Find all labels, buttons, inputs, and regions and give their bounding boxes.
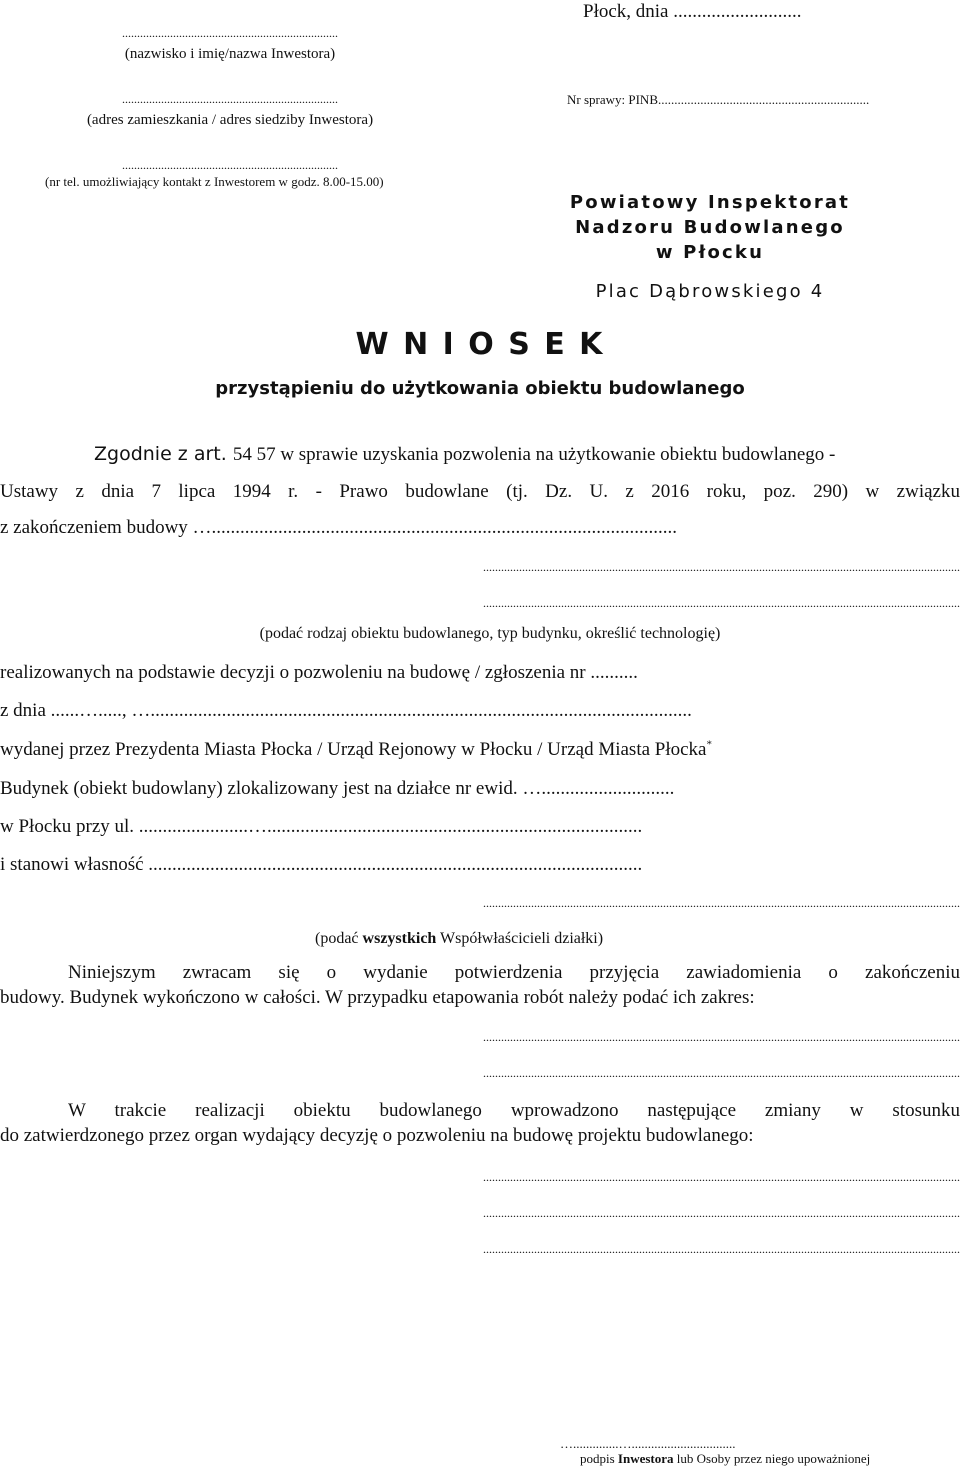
signature-label-start: podpis (580, 1451, 618, 1466)
ownership-line: i stanowi własność ........................................................................................................ (0, 854, 643, 875)
para1-line1-end: 54 57 w sprawie uzyskania pozwolenia na użytkowanie obiektu budowlanego - (232, 444, 836, 465)
document-title: W N I O S E K (355, 327, 605, 362)
place-date: Płock, dnia ........................... (583, 1, 802, 22)
changes-dots-line3: ............................................................................................................................................................... (483, 1242, 960, 1256)
changes-line1: W trakcie realizacji obiektu budowlanego wprowadzono następujące zmiany w stosunku (68, 1100, 960, 1121)
owners-dots: ............................................................................................................................................................... (483, 896, 960, 910)
changes-dots-line1: ............................................................................................................................................................... (483, 1170, 960, 1184)
signature-dots: …..............…................................ (560, 1436, 736, 1451)
para1-line2: Ustawy z dnia 7 lipca 1994 r. - Prawo budowlane (tj. Dz. U. z 2016 roku, poz. 290) w związku (0, 481, 960, 502)
object-dots-line1: ............................................................................................................................................................... (483, 560, 960, 574)
changes-dots-line2: ............................................................................................................................................................... (483, 1206, 960, 1220)
object-hint: (podać rodzaj obiektu budowlanego, typ budynku, określić technologię) (259, 625, 721, 642)
parcel-line: Budynek (obiekt budowlany) zlokalizowany jest na działce nr ewid. …............................ (0, 778, 675, 799)
recipient-address: Plac Dąbrowskiego 4 (595, 281, 825, 302)
decision-line: realizowanych na podstawie decyzji o pozwoleniu na budowę / zgłoszenia nr .......... (0, 662, 638, 683)
decision-date: z dnia ......…....., ….................................................................................................................. (0, 700, 692, 721)
investor-phone-dots: ........................................................................ (122, 158, 338, 172)
changes-line2: do zatwierdzonego przez organ wydający decyzję o pozwoleniu na budowę projektu budowlanego: (0, 1125, 754, 1146)
signature-label (580, 1451, 870, 1467)
investor-name-label: (nazwisko i imię/nazwa Inwestora) (124, 46, 336, 62)
recipient-line3: w Płocku (655, 242, 765, 263)
investor-name-dots: ........................................................................ (122, 26, 338, 40)
street-line: w Płocku przy ul. .......................…............................................................................... (0, 816, 643, 837)
investor-phone-label: (nr tel. umożliwiający kontakt z Inwestorem w godz. 8.00-15.00) (45, 174, 384, 189)
stages-dots-line2: ............................................................................................................................................................... (483, 1066, 960, 1080)
issued-by-mark: * (706, 738, 712, 751)
investor-address-label: (adres zamieszkania / adres siedziby Inwestora) (86, 112, 374, 128)
owners-hint-bold: wszystkich (362, 930, 437, 947)
object-dots-line2: ............................................................................................................................................................... (483, 596, 960, 610)
stages-dots-line1: ............................................................................................................................................................... (483, 1030, 960, 1044)
recipient-line2: Nadzoru Budowlanego (575, 217, 845, 238)
issued-by: wydanej przez Prezydenta Miasta Płocka / Urząd Rejonowy w Płocku / Urząd Miasta Płocka (0, 739, 707, 760)
para1-line1 (94, 443, 960, 466)
investor-address-dots: ........................................................................ (122, 92, 338, 106)
request-line2: budowy. Budynek wykończono w całości. W przypadku etapowania robót należy podać ich zakres: (0, 987, 755, 1008)
owners-hint (315, 930, 603, 948)
recipient-line1: Powiatowy Inspektorat (569, 192, 851, 213)
issued-by-line (0, 739, 712, 761)
owners-hint-start: (podać (315, 930, 363, 947)
case-number: Nr sprawy: PINB................................................................. (567, 92, 870, 107)
request-line1: Niniejszym zwracam się o wydanie potwierdzenia przyjęcia zawiadomienia o zakończeniu (68, 962, 960, 983)
owners-hint-end: Współwłaścicieli działki) (436, 930, 604, 947)
signature-label-bold: Inwestora (617, 1451, 674, 1466)
para1-line3: z zakończeniem budowy ….................................................................................................. (0, 517, 678, 538)
signature-label-end: lub Osoby przez niego upoważnionej (673, 1451, 871, 1466)
para1-line1-start: Zgodnie z art. (94, 443, 233, 465)
document-subtitle: przystąpieniu do użytkowania obiektu budowlanego (215, 378, 745, 399)
